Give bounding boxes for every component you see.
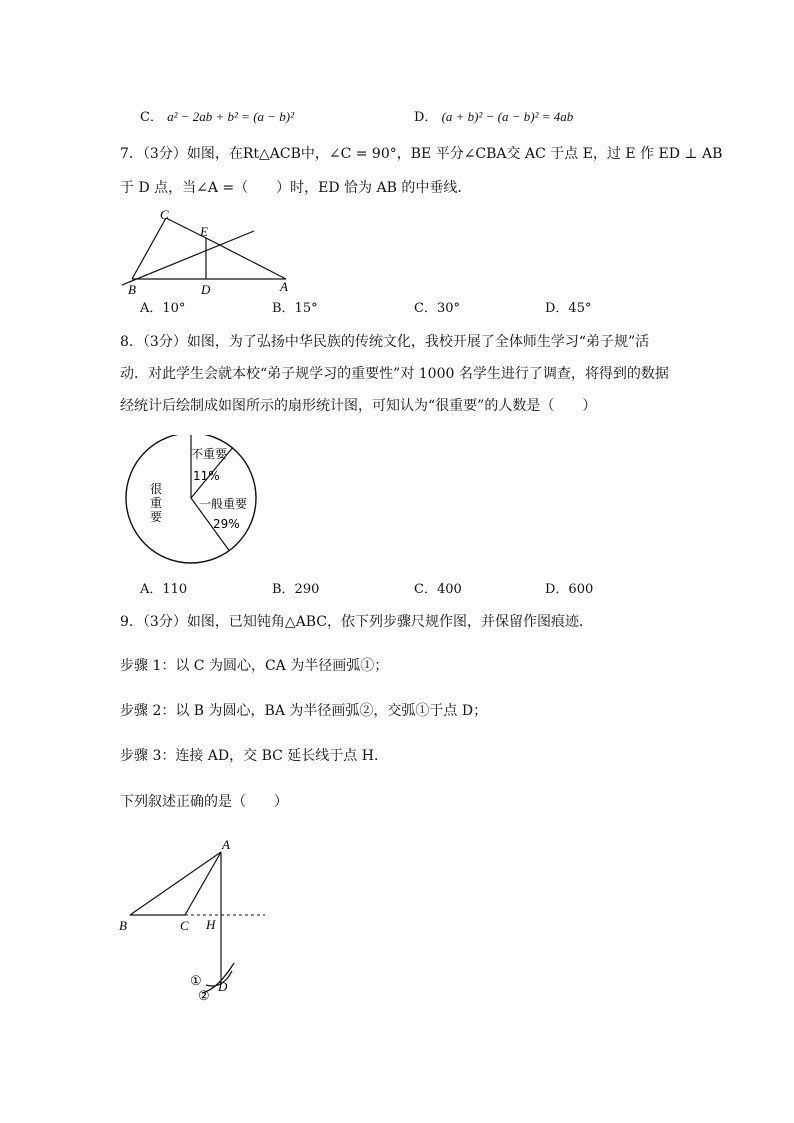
q7-line-cb	[132, 218, 166, 279]
q9-label-arc-2: ②	[198, 988, 210, 1003]
pie-label-very-important-2: 重	[150, 496, 163, 510]
q8-option-a: A．110	[140, 582, 188, 597]
q7-option-b: B．15°	[272, 301, 318, 316]
q9-label-h: H	[206, 917, 216, 932]
q9-construction-figure	[110, 835, 280, 1010]
q7-stem-line1: 7．（3分）如图，在Rt△ACB中，∠C = 90°，BE 平分∠CBA交 AC 于点 E，过 E 作 ED ⊥ AB	[120, 146, 723, 162]
q8-stem-line1: 8．（3分）如图，为了弘扬中华民族的传统文化，我校开展了全体师生学习“弟子规”活	[120, 334, 650, 350]
q8-option-d: D．600	[545, 582, 594, 597]
pie-label-general: 一般重要	[199, 497, 248, 511]
q7-option-d: D．45°	[545, 301, 592, 316]
pie-label-not-important: 不重要	[191, 447, 228, 461]
q7-line-ea	[206, 238, 286, 279]
q9-stem-line1: 9．（3分）如图，已知钝角△ABC，依下列步骤尺规作图，并保留作图痕迹．	[120, 614, 593, 630]
q9-step3: 步骤 3：连接 AD，交 BC 延长线于点 H．	[120, 748, 388, 764]
pie-percent-general: 29%	[213, 517, 240, 531]
q7-stem-line2: 于 D 点，当∠A =（ ）时，ED 恰为 AB 的中垂线．	[120, 180, 472, 196]
q9-label-c: C	[180, 918, 189, 933]
q7-label-b: B	[128, 282, 136, 297]
q9-line-ba	[130, 852, 221, 915]
q8-pie-chart	[120, 435, 270, 575]
q8-option-b: B．290	[272, 582, 320, 597]
q7-label-d: D	[201, 282, 211, 297]
q6-option-d-expr: (a + b)² − (a − b)² = 4ab	[441, 109, 574, 124]
q7-label-e: E	[200, 224, 208, 239]
q7-option-a: A．10°	[140, 301, 186, 316]
q6-option-d: D． (a + b)² − (a − b)² = 4ab	[414, 109, 574, 125]
q9-label-b: B	[119, 918, 127, 933]
q9-label-d: D	[218, 979, 228, 994]
q7-option-c: C．30°	[414, 301, 460, 316]
pie-percent-not-important: 11%	[193, 469, 220, 483]
q9-line-ca	[185, 852, 221, 915]
q8-stem-line2: 动．对此学生会就本校“弟子规学习的重要性”对 1000 名学生进行了调查，将得到的数据	[120, 366, 669, 382]
q7-label-a: A	[280, 279, 288, 294]
q9-label-a: A	[222, 837, 230, 852]
q7-triangle-figure	[110, 205, 310, 297]
q7-label-c: C	[160, 207, 169, 222]
q9-label-arc-1: ①	[190, 973, 202, 988]
q8-stem-line3: 经统计后绘制成如图所示的扇形统计图，可知认为“很重要”的人数是（ ）	[120, 398, 597, 414]
q8-option-c: C．400	[414, 582, 462, 597]
q6-option-c: C． a² − 2ab + b² = (a − b)²	[140, 109, 295, 125]
pie-label-very-important-3: 要	[150, 510, 163, 524]
q9-step1: 步骤 1：以 C 为圆心，CA 为半径画弧①；	[120, 658, 389, 674]
pie-label-very-important-1: 很	[150, 482, 163, 496]
q7-line-be-extended	[122, 231, 254, 285]
q9-question: 下列叙述正确的是（ ）	[120, 794, 288, 810]
q9-step2: 步骤 2：以 B 为圆心，BA 为半径画弧②，交弧①于点 D；	[120, 703, 488, 719]
q6-option-c-expr: a² − 2ab + b² = (a − b)²	[167, 109, 295, 124]
